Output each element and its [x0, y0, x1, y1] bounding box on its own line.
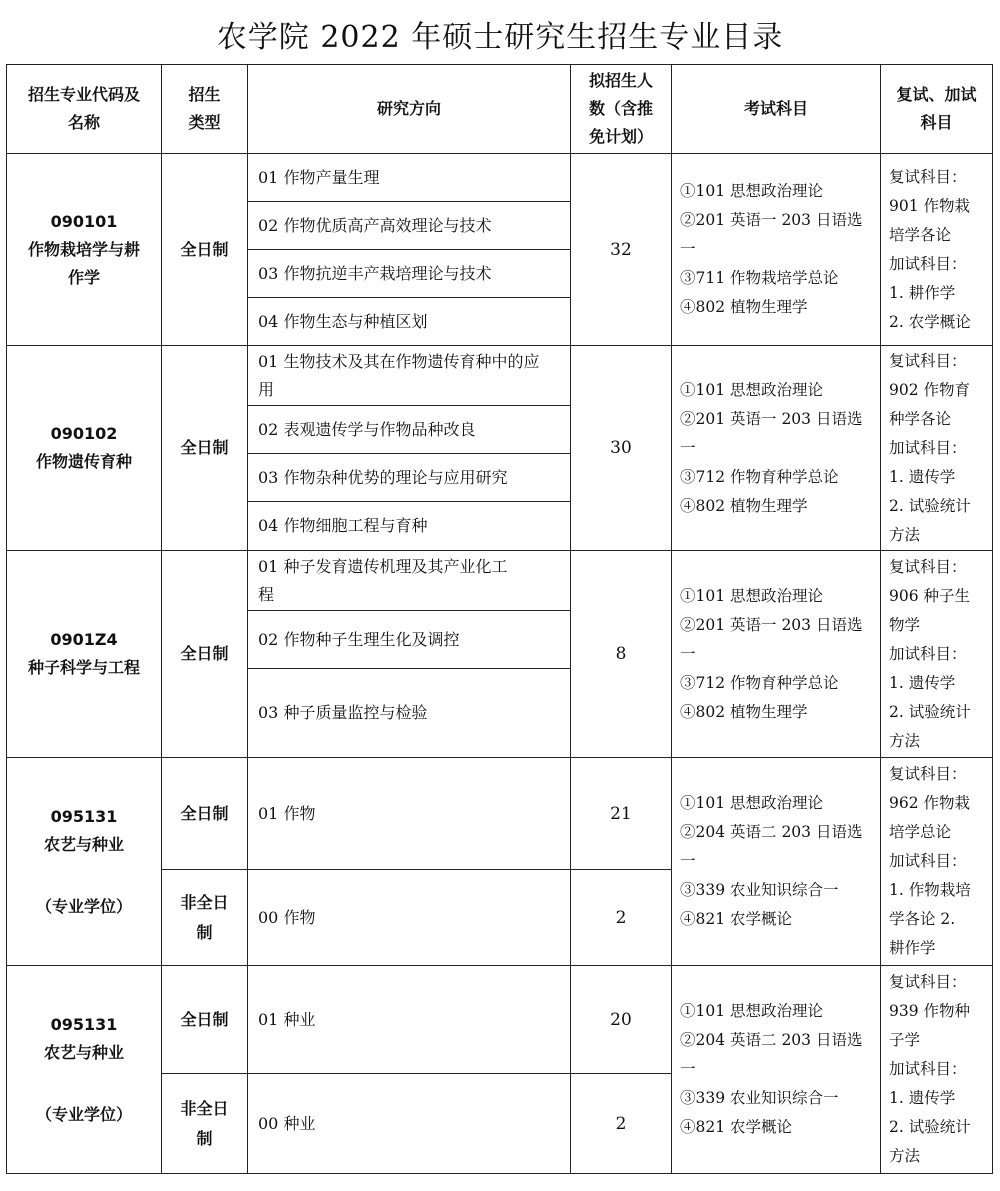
table-row — [7, 154, 993, 202]
direction-cell: 01 作物产量生理 — [248, 154, 571, 202]
quota-cell: 8 — [571, 551, 672, 758]
study-type-cell: 全日制 — [162, 346, 248, 551]
header-major: 招生专业代码及 名称 — [7, 65, 162, 154]
quota-cell: 21 — [571, 758, 672, 870]
direction-cell: 00 种业 — [248, 1074, 571, 1174]
page-title: 农学院 2022 年硕士研究生招生专业目录 — [216, 20, 784, 55]
table-row — [7, 758, 993, 870]
quota-cell: 32 — [571, 154, 672, 346]
retest-cell: 复试科目： 962 作物栽 培学总论 加试科目： 1. 作物栽培 学各论 2. 耕作学 — [881, 758, 993, 966]
direction-cell: 01 作物 — [248, 758, 571, 870]
header-retest: 复试、加试 科目 — [881, 65, 993, 154]
major-cell: 090102 作物遗传育种 — [7, 346, 162, 551]
subjects-cell: ①101 思想政治理论 ②201 英语一 203 日语选 一 ③711 作物栽培学总论 ④802 植物生理学 — [672, 154, 881, 346]
table-row — [7, 551, 993, 611]
subjects-cell: ①101 思想政治理论 ②204 英语二 203 日语选 一 ③339 农业知识综合一 ④821 农学概论 — [672, 758, 881, 966]
header-quota: 拟招生人 数（含推 免计划） — [571, 65, 672, 154]
major-cell: 095131 农艺与种业 （专业学位） — [7, 966, 162, 1174]
retest-cell: 复试科目： 939 作物种 子学 加试科目： 1. 遗传学 2. 试验统计 方法 — [881, 966, 993, 1174]
major-cell: 0901Z4 种子科学与工程 — [7, 551, 162, 758]
direction-line: 用 — [258, 379, 275, 399]
table-row — [7, 346, 993, 406]
study-type-cell: 全日制 — [162, 154, 248, 346]
study-type-cell: 非全日 制 — [162, 870, 248, 966]
direction-cell — [248, 346, 571, 406]
direction-line: 01 种子发育遗传机理及其产业化工 — [258, 556, 508, 576]
direction-cell: 04 作物细胞工程与育种 — [248, 502, 571, 551]
header-row — [7, 65, 993, 154]
subjects-cell: ①101 思想政治理论 ②201 英语一 203 日语选 一 ③712 作物育种学总论 ④802 植物生理学 — [672, 346, 881, 551]
major-cell: 090101 作物栽培学与耕 作学 — [7, 154, 162, 346]
direction-cell: 01 种业 — [248, 966, 571, 1074]
direction-line: 01 生物技术及其在作物遗传育种中的应 — [258, 351, 540, 371]
direction-cell: 00 作物 — [248, 870, 571, 966]
subjects-cell: ①101 思想政治理论 ②204 英语二 203 日语选 一 ③339 农业知识综合一 ④821 农学概论 — [672, 966, 881, 1174]
direction-line: 程 — [258, 584, 275, 604]
quota-cell: 2 — [571, 1074, 672, 1174]
study-type-cell: 全日制 — [162, 966, 248, 1074]
retest-cell: 复试科目： 902 作物育 种学各论 加试科目： 1. 遗传学 2. 试验统计 方法 — [881, 346, 993, 551]
study-type-cell: 全日制 — [162, 758, 248, 870]
direction-cell: 02 表观遗传学与作物品种改良 — [248, 406, 571, 454]
major-cell: 095131 农艺与种业 （专业学位） — [7, 758, 162, 966]
study-type-cell: 非全日 制 — [162, 1074, 248, 1174]
direction-cell: 03 作物杂种优势的理论与应用研究 — [248, 454, 571, 502]
catalog-table — [6, 64, 993, 1174]
header-subjects: 考试科目 — [672, 65, 881, 154]
retest-cell: 复试科目： 901 作物栽 培学各论 加试科目： 1. 耕作学 2. 农学概论 — [881, 154, 993, 346]
study-type-cell: 全日制 — [162, 551, 248, 758]
quota-cell: 20 — [571, 966, 672, 1074]
direction-cell: 03 种子质量监控与检验 — [248, 669, 571, 758]
header-type: 招生 类型 — [162, 65, 248, 154]
retest-cell: 复试科目： 906 种子生 物学 加试科目： 1. 遗传学 2. 试验统计 方法 — [881, 551, 993, 758]
catalog-table-wrapper — [6, 64, 992, 1174]
direction-cell: 04 作物生态与种植区划 — [248, 298, 571, 346]
quota-cell: 2 — [571, 870, 672, 966]
quota-cell: 30 — [571, 346, 672, 551]
direction-cell: 03 作物抗逆丰产栽培理论与技术 — [248, 250, 571, 298]
table-row — [7, 966, 993, 1074]
direction-cell — [248, 551, 571, 611]
direction-cell: 02 作物种子生理生化及调控 — [248, 611, 571, 669]
direction-cell: 02 作物优质高产高效理论与技术 — [248, 202, 571, 250]
header-direction: 研究方向 — [248, 65, 571, 154]
subjects-cell: ①101 思想政治理论 ②201 英语一 203 日语选 一 ③712 作物育种学总论 ④802 植物生理学 — [672, 551, 881, 758]
